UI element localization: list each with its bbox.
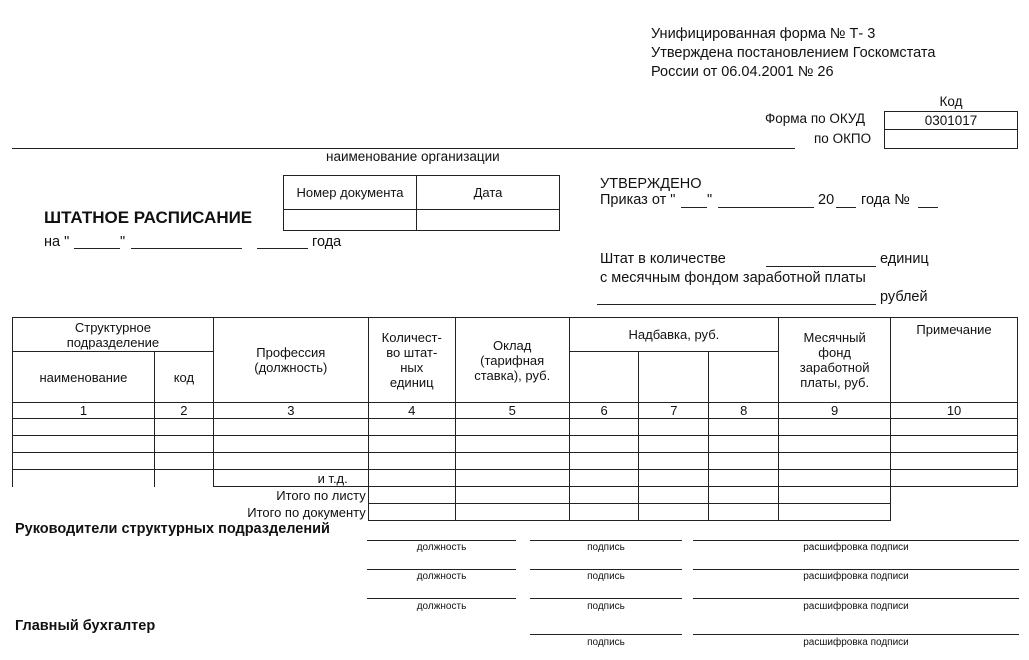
signature-caption: подпись [587, 571, 625, 582]
doc-date-header: Дата [417, 176, 560, 210]
column-number-8: 8 [709, 403, 779, 419]
header-structural-unit: Структурное подразделение [13, 318, 214, 352]
total-sheet-cell[interactable] [368, 487, 455, 504]
column-number-5: 5 [455, 403, 569, 419]
header-bonus: Надбавка, руб. [569, 318, 779, 352]
table-row[interactable] [13, 453, 1018, 470]
signature-caption: подпись [587, 542, 625, 553]
staff-table [12, 317, 1018, 521]
header-unit-name: наименование [13, 352, 155, 403]
okud-label: Форма по ОКУД [765, 111, 866, 126]
table-row[interactable] [13, 436, 1018, 453]
column-number-9: 9 [779, 403, 891, 419]
organization-caption: наименование организации [326, 149, 500, 164]
doc-number-header: Номер документа [284, 176, 417, 210]
doc-number-cell[interactable] [284, 210, 417, 231]
decode-caption: расшифровка подписи [803, 542, 909, 553]
order-day-field[interactable] [681, 207, 707, 208]
total-sheet-label: Итого по листу [276, 487, 366, 503]
header-staff-count: Количест-во штат-ных единиц [368, 318, 455, 403]
header-note: Примечание [891, 318, 1018, 403]
chief-decode-caption: расшифровка подписи [803, 637, 909, 648]
fund-amount-field[interactable] [597, 304, 876, 305]
position-field[interactable] [367, 540, 516, 541]
decode-field[interactable] [693, 540, 1019, 541]
order-quote: " [707, 192, 713, 208]
position-caption: должность [416, 571, 467, 582]
page-title: ШТАТНОЕ РАСПИСАНИЕ [44, 208, 253, 227]
order-month-field[interactable] [718, 207, 814, 208]
column-number-4: 4 [368, 403, 455, 419]
total-doc-label: Итого по документу [247, 504, 366, 520]
position-field[interactable] [367, 569, 516, 570]
header-bonus-3 [709, 352, 779, 403]
column-number-10: 10 [891, 403, 1018, 419]
column-number-7: 7 [639, 403, 709, 419]
total-doc-cell[interactable] [368, 504, 455, 521]
decode-caption: расшифровка подписи [803, 601, 909, 612]
okpo-code-cell[interactable] [885, 129, 1018, 148]
table-row[interactable] [13, 470, 1018, 487]
okud-code-cell[interactable]: 0301017 [885, 111, 1018, 129]
signature-caption: подпись [587, 601, 625, 612]
total-doc-row [13, 504, 1018, 521]
date-month-field[interactable] [131, 248, 242, 249]
approved-heading: УТВЕРЖДЕНО [600, 176, 702, 192]
header-monthly-fund: Месячный фонд заработной платы, руб. [779, 318, 891, 403]
staff-count-suffix: единиц [880, 251, 929, 267]
decode-field[interactable] [693, 569, 1019, 570]
signature-field[interactable] [530, 540, 682, 541]
staff-count-prefix: Штат в количестве [600, 251, 726, 267]
position-caption: должность [416, 542, 467, 553]
date-suffix: года [312, 234, 342, 250]
order-number-field[interactable] [918, 207, 938, 208]
order-prefix: Приказ от " [600, 192, 676, 208]
decode-caption: расшифровка подписи [803, 571, 909, 582]
okpo-label: по ОКПО [814, 131, 872, 146]
kod-header: Код [885, 93, 1018, 111]
staff-count-field[interactable] [766, 266, 876, 267]
etc-label: и т.д. [213, 470, 368, 487]
date-day-field[interactable] [74, 248, 120, 249]
chief-decode-field[interactable] [693, 634, 1019, 635]
form-type-line: Унифицированная форма № Т- 3 [651, 26, 876, 42]
header-unit-code: код [154, 352, 213, 403]
column-number-6: 6 [569, 403, 639, 419]
position-field[interactable] [367, 598, 516, 599]
signature-field[interactable] [530, 569, 682, 570]
column-number-1: 1 [13, 403, 155, 419]
signature-field[interactable] [530, 598, 682, 599]
date-quote: " [120, 234, 126, 250]
heads-label: Руководители структурных подразделений [15, 521, 330, 537]
column-number-3: 3 [213, 403, 368, 419]
fund-line: с месячным фондом заработной платы [600, 270, 866, 286]
approval-date-line: России от 06.04.2001 № 26 [651, 64, 834, 80]
decode-field[interactable] [693, 598, 1019, 599]
codes-box [884, 93, 1018, 149]
header-bonus-1 [569, 352, 639, 403]
document-box [283, 175, 560, 231]
date-prefix: на " [44, 234, 70, 250]
chief-signature-field[interactable] [530, 634, 682, 635]
approval-line: Утверждена постановлением Госкомстата [651, 45, 936, 61]
header-bonus-2 [639, 352, 709, 403]
chief-accountant-label: Главный бухгалтер [15, 618, 156, 634]
order-year-prefix: 20 [818, 192, 835, 208]
table-row[interactable] [13, 419, 1018, 436]
doc-date-cell[interactable] [417, 210, 560, 231]
total-sheet-row [13, 487, 1018, 504]
header-profession: Профессия (должность) [213, 318, 368, 403]
position-caption: должность [416, 601, 467, 612]
order-year-field[interactable] [836, 207, 856, 208]
fund-suffix: рублей [880, 289, 928, 305]
header-salary: Оклад (тарифная ставка), руб. [455, 318, 569, 403]
chief-signature-caption: подпись [587, 637, 625, 648]
order-year-suffix: года № [861, 192, 910, 208]
date-year-field[interactable] [257, 248, 308, 249]
column-number-2: 2 [154, 403, 213, 419]
